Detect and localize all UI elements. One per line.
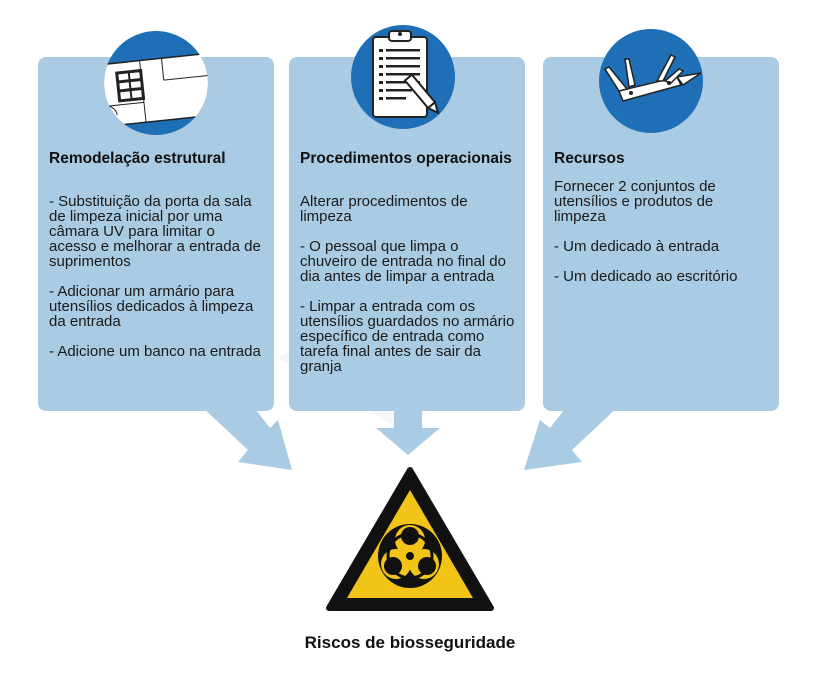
- diagram-caption: Riscos de biosseguridade: [304, 633, 516, 652]
- card-paragraph: - Substituição da porta da sala de limpeza inicial por uma câmara UV para limitar o acesso e melhorar a entrada de suprimentos: [49, 193, 261, 270]
- arrow-left: [200, 405, 292, 470]
- card-paragraph: - O pessoal que limpa o chuveiro de entrada no final do dia antes de limpar a entrada: [300, 238, 506, 285]
- card-paragraph: - Limpar a entrada com os utensílios guardados no armário específico de entrada como tarefa final antes de sair da granja: [300, 298, 515, 375]
- arrow-right: [524, 405, 620, 470]
- card-paragraph: Fornecer 2 conjuntos de utensílios e produtos de limpeza: [554, 178, 716, 225]
- card-procedimentos: [289, 57, 525, 411]
- card-paragraph: - Um dedicado ao escritório: [554, 268, 738, 285]
- card-paragraph: - Um dedicado à entrada: [554, 238, 720, 255]
- card-paragraph: Alterar procedimentos de limpeza: [300, 193, 468, 225]
- card-recursos: [543, 57, 779, 411]
- card-title: Recursos: [554, 150, 625, 167]
- arrow-middle: [376, 405, 440, 455]
- card-body: [49, 194, 264, 374]
- card-body: [300, 194, 515, 389]
- floor-plan-icon: [104, 31, 208, 135]
- card-remodelacao: [38, 57, 274, 411]
- multitool-knife-icon: [599, 29, 703, 133]
- card-paragraph: - Adicione um banco na entrada: [49, 343, 261, 360]
- card-paragraph: - Adicionar um armário para utensílios dedicados à limpeza da entrada: [49, 283, 254, 330]
- biohazard-warning-icon: [325, 466, 495, 614]
- card-title: Procedimentos operacionais: [300, 150, 512, 167]
- card-body: [554, 179, 769, 299]
- card-title: Remodelação estrutural: [49, 150, 226, 167]
- clipboard-checklist-icon: [351, 25, 455, 129]
